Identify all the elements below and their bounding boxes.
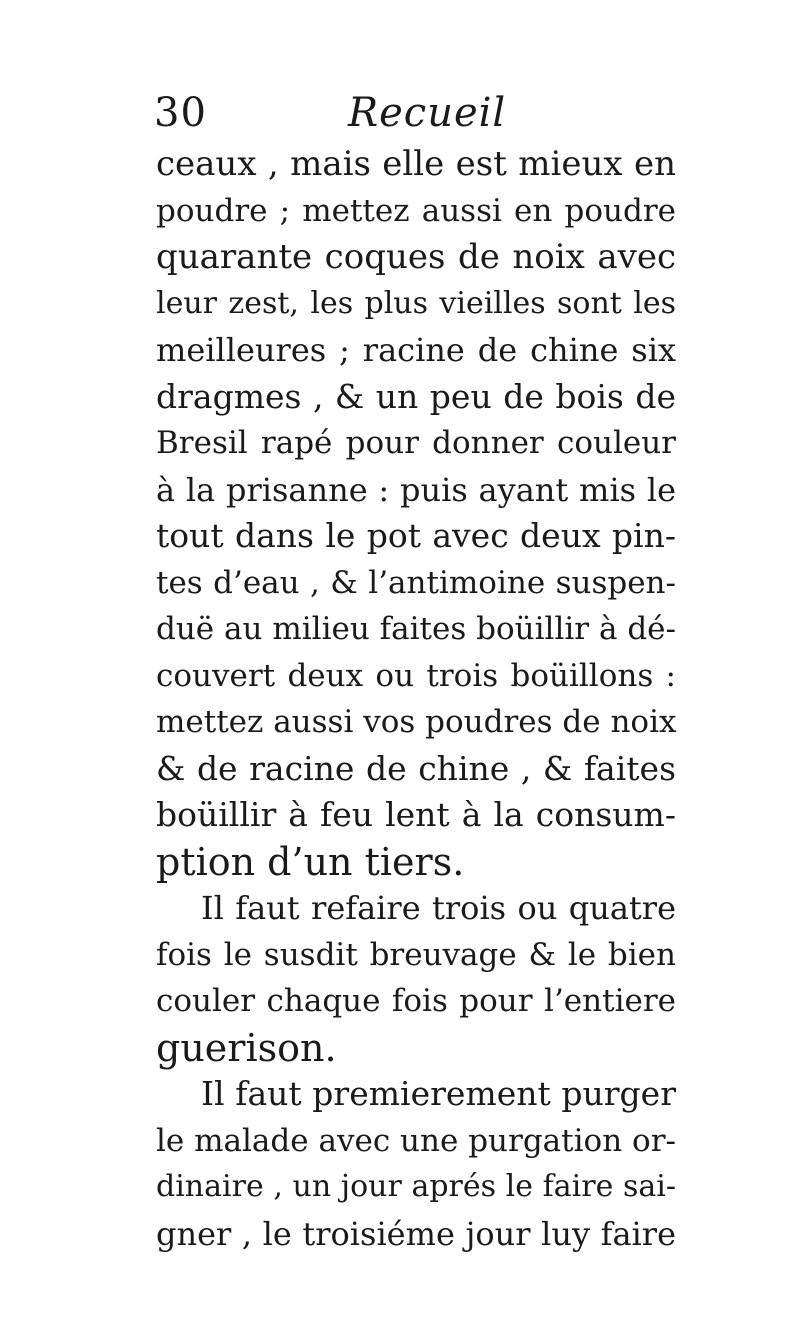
text-line: meilleures ; racine de chine six [156,331,676,369]
text-line: couler chaque fois pour l’entiere [156,983,676,1019]
text-line: le malade avec une purgation or- [156,1122,676,1159]
text-line: ceaux , mais elle est mieux en [156,144,676,184]
text-line: poudre ; mettez aussi en poudre [156,192,676,229]
text-line: boüillir à feu lent à la consum- [156,795,676,834]
text-line: quarante coques de noix avec [156,237,676,277]
text-line: couvert deux ou trois boüillons : [156,657,676,694]
text-line: duë au milieu faites boüillir à dé- [156,611,676,647]
text-line: dragmes , & un peu de bois de [156,376,676,416]
text-line: mettez aussi vos poudres de noix [156,704,677,740]
text-line: gner , le troisiéme jour luy faire [156,1214,676,1253]
text-line: tout dans le pot avec deux pin- [156,516,676,555]
paragraph-start-line: Il faut premierement purger [201,1074,676,1113]
page-number: 30 [154,90,207,136]
paragraph-end-line: guerison. [156,1025,337,1070]
body-text [156,141,676,1257]
text-line: & de racine de chine , & faites [156,748,676,788]
text-line: tes d’eau , & l’antimoine suspen- [156,564,676,601]
running-title: Recueil [348,90,507,136]
paragraph-start-line: Il faut refaire trois ou quatre [201,889,676,927]
text-line: à la prisanne : puis ayant mis le [156,470,676,509]
text-line: dinaire , un jour aprés le faire sai- [156,1169,676,1204]
text-line: leur zest, les plus vieilles sont les [156,285,676,321]
paragraph-end-line: ption d’un tiers. [156,839,465,884]
text-line: Bresil rapé pour donner couleur [156,425,676,461]
text-line: fois le susdit breuvage & le bien [156,936,676,973]
running-head [150,88,670,138]
